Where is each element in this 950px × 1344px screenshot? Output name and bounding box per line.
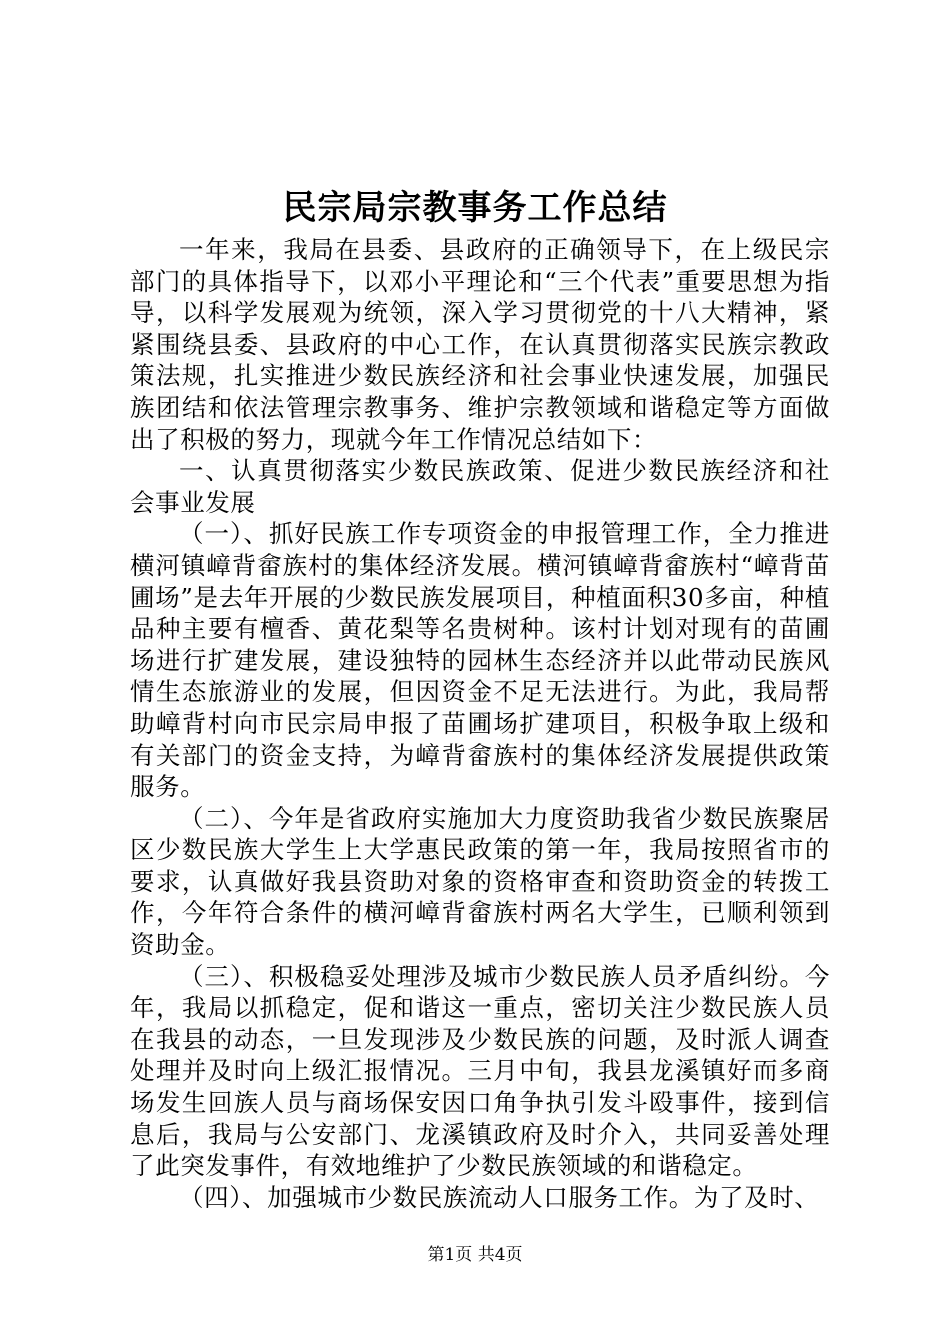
document-body [130,234,830,1213]
document-title: 民宗局宗教事务工作总结 [282,188,668,228]
page-footer: 第1页 共4页 [427,1245,523,1265]
paragraph-item-2: （二）、今年是省政府实施加大力度资助我省少数民族聚居区少数民族大学生上大学惠民政策的第一年，我局按照省市的要求，认真做好我县资助对象的资格审查和资助资金的转拨工作，今年符合条件的横河嶂背畲族村两名大学生，已顺利领到资助金。 [130,803,830,960]
paragraph-item-4: （四）、加强城市少数民族流动人口服务工作。为了及时、 [179,1182,820,1212]
section-heading-1: 一、认真贯彻落实少数民族政策、促进少数民族经济和社会事业发展 [130,456,830,517]
paragraph-item-3: （三）、积极稳妥处理涉及城市少数民族人员矛盾纠纷。今年，我局以抓稳定，促和谐这一重点，密切关注少数民族人员在我县的动态，一旦发现涉及少数民族的问题，及时派人调查处理并及时向上级汇报情况。三月中旬，我县龙溪镇好而多商场发生回族人员与商场保安因口角争执引发斗殴事件，接到信息后，我局与公安部门、龙溪镇政府及时介入，共同妥善处理了此突发事件，有效地维护了少数民族领域的和谐稳定。 [130,961,830,1181]
paragraph-item-1: （一）、抓好民族工作专项资金的申报管理工作，全力推进横河镇嶂背畲族村的集体经济发展。横河镇嶂背畲族村“嶂背苗圃场”是去年开展的少数民族发展项目，种植面积30多亩，种植品种主要有檀香、黄花梨等名贵树种。该村计划对现有的苗圃场进行扩建发展，建设独特的园林生态经济并以此带动民族风情生态旅游业的发展，但因资金不足无法进行。为此，我局帮助嶂背村向市民宗局申报了苗圃场扩建项目，积极争取上级和有关部门的资金支持，为嶂背畲族村的集体经济发展提供政策服务。 [130,519,830,802]
paragraph-intro: 一年来，我局在县委、县政府的正确领导下，在上级民宗部门的具体指导下，以邓小平理论和“三个代表”重要思想为指导，以科学发展观为统领，深入学习贯彻党的十八大精神，紧紧围绕县委、县政府的中心工作，在认真贯彻落实民族宗教政策法规，扎实推进少数民族经济和社会事业快速发展，加强民族团结和依法管理宗教事务、维护宗教领域和谐稳定等方面做出了积极的努力，现就今年工作情况总结如下： [130,235,830,454]
